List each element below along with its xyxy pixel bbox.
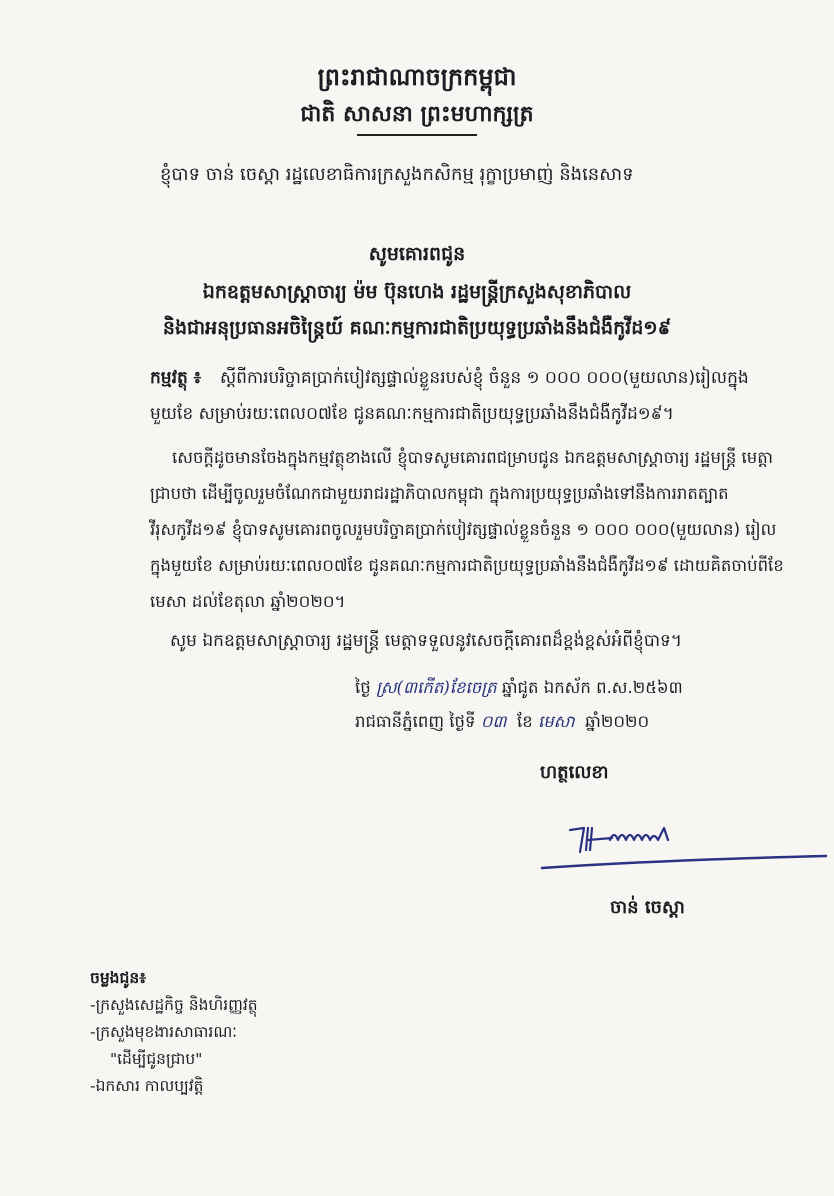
cc-note: "ដើម្បីជូនជ្រាប" [110,1050,203,1068]
day-label: ថ្ងៃ [355,678,371,697]
motto-divider [357,134,477,136]
signature-title: ហត្ថលេខា [540,762,609,783]
closing-line: សូម ឯកឧត្តមសាស្ត្រាចារ្យ រដ្ឋមន្ត្រី មេត្តាទទួលនូវសេចក្តីគោរពដ៏ខ្ពង់ខ្ពស់អំពីខ្ញុំបាទ។ [170,631,683,651]
cc-item: -ក្រសួងមុខងារសាធារណៈ [90,1023,238,1041]
month-handwritten: មេសា [537,712,575,731]
national-motto: ជាតិ សាសនា ព្រះមហាក្សត្រ [300,102,534,127]
year-label: ឆ្នាំ២០២០ [585,712,650,731]
cc-title: ចម្លងជូន៖ [90,969,147,987]
lunar-date-handwritten: ស្រ(៣កើត)ខែចេត្រ [375,678,497,697]
subject-text: ស្តីពីការបរិច្ចាគប្រាក់បៀវត្សផ្ទាល់ខ្លួនរបស់ខ្ញុំ ចំនួន ១ ០០០ ០០០(មួយលាន)រៀលក្នុងមួយខែ សម្រាប់រយៈពេល០៧ខែ ជូនគណៈកម្មការជាតិប្រយុទ្ធប្រឆាំងនឹងជំងឺកូវីដ១៩។ [150,368,749,424]
cc-list [90,965,258,1100]
respect-greeting: សូមគោរពជូន [368,243,466,265]
kingdom-heading: ព្រះរាជាណាចក្រកម្ពុជា [317,63,517,91]
recipient-line-2: និងជាអនុប្រធានអចិន្ត្រៃយ៍ គណៈកម្មការជាតិប្រយុទ្ធប្រឆាំងនឹងជំងឺកូវីដ១៩ [162,317,672,339]
day-handwritten: ០៣ [480,712,507,731]
cc-item: -ក្រសួងសេដ្ឋកិច្ច និងហិរញ្ញវត្ថុ [90,996,258,1014]
year-text: ឆ្នាំជូត ឯកស័ក ព.ស.២៥៦៣ [501,678,683,697]
place-date-row [355,712,649,736]
place-label: រាជធានីភ្នំពេញ ថ្ងៃទី [355,712,476,731]
lunar-date-row [355,678,683,702]
sender-line: ខ្ញុំបាទ ចាន់ ចេស្តា រដ្ឋលេខាធិការក្រសួងកសិកម្ម រុក្ខាប្រមាញ់ និងនេសាទ [160,164,634,185]
recipient-line-1: ឯកឧត្តមសាស្ត្រាចារ្យ ម៉ម ប៊ុនហេង រដ្ឋមន្ត្រីក្រសួងសុខាភិបាល [202,281,632,303]
subject-label: កម្មវត្ថុ ៖ [150,368,202,388]
handwritten-signature [540,800,830,880]
signatory-name: ចាន់ ចេស្តា [610,897,685,918]
month-label: ខែ [517,712,533,731]
cc-item: -ឯកសារ កាលប្បវត្តិ [90,1077,204,1095]
body-paragraph: សេចក្តីដូចមានចែងក្នុងកម្មវត្ថុខាងលើ ខ្ញុំបាទសូមគោរពជម្រាបជូន ឯកឧត្តមសាស្ត្រាចារ្យ រដ្ឋមន្ត្រី មេត្តាជ្រាបថា ដើម្បីចូលរួមចំណែកជាមួយរាជរដ្ឋាភិបាលកម្ពុជា ក្នុងការប្រយុទ្ធប្រឆាំងទៅនឹងការរាតត្បាតវីរុសកូវីដ១៩ ខ្ញុំបាទសូមគោរពចូលរួមបរិច្ចាគប្រាក់បៀវត្សផ្ទាល់ខ្លួនចំនួន ១ ០០០ ០០០(មួយលាន) រៀលក្នុងមួយខែ សម្រាប់រយៈពេល០៧ខែ ជូនគណៈកម្មការជាតិប្រយុទ្ធប្រឆាំងនឹងជំងឺកូវីដ១៩ ដោយគិតចាប់ពីខែមេសា ដល់ខែតុលា ឆ្នាំ២០២០។ [150,448,784,611]
